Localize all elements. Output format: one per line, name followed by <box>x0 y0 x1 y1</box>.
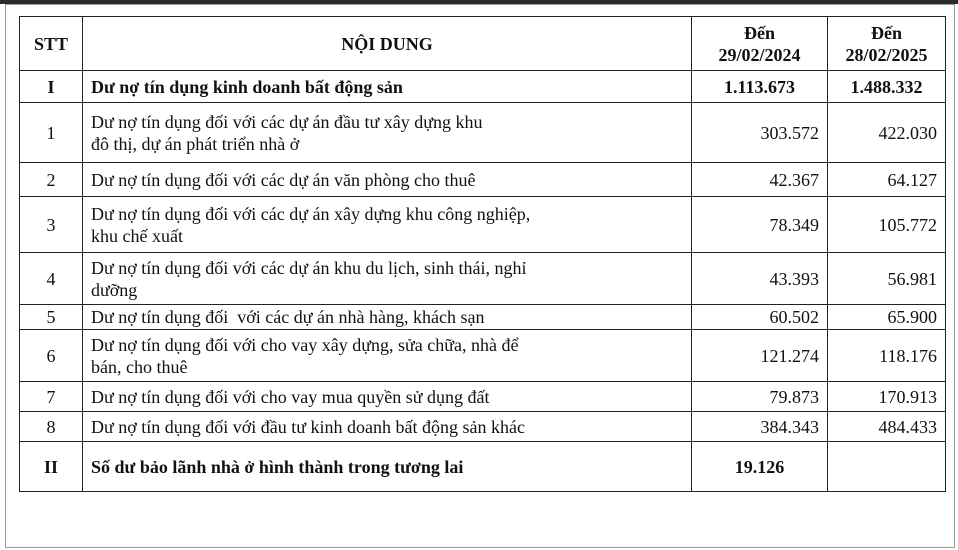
row-value-2024: 60.502 <box>692 305 828 330</box>
table-header-row <box>20 17 946 71</box>
row-stt: 2 <box>20 163 83 197</box>
row-content <box>83 253 692 305</box>
table-row <box>20 305 946 330</box>
header-date-2025-value: 28/02/2025 <box>845 44 928 65</box>
row-value-2024: 121.274 <box>692 330 828 382</box>
row-stt: 3 <box>20 197 83 253</box>
row-content-line: dưỡng <box>91 279 138 300</box>
row-content <box>83 330 692 382</box>
row-value-2024: 384.343 <box>692 412 828 442</box>
row-value-2025: 422.030 <box>828 103 946 163</box>
section-ii-value-2024: 19.126 <box>692 442 828 492</box>
section-i-content: Dư nợ tín dụng kinh doanh bất động sản <box>83 71 692 103</box>
header-date-2024 <box>692 17 828 71</box>
section-ii-value-2025 <box>828 442 946 492</box>
row-stt: 1 <box>20 103 83 163</box>
row-content: Dư nợ tín dụng đối với các dự án nhà hàng, khách sạn <box>83 305 692 330</box>
row-content-line: bán, cho thuê <box>91 356 188 377</box>
row-value-2025: 56.981 <box>828 253 946 305</box>
row-content <box>83 103 692 163</box>
header-stt: STT <box>20 17 83 71</box>
table-row <box>20 382 946 412</box>
section-row-ii <box>20 442 946 492</box>
header-date-2024-value: 29/02/2024 <box>718 44 801 65</box>
row-content: Dư nợ tín dụng đối với các dự án văn phòng cho thuê <box>83 163 692 197</box>
header-date-2025 <box>828 17 946 71</box>
row-value-2025: 118.176 <box>828 330 946 382</box>
section-row-i <box>20 71 946 103</box>
row-value-2025: 170.913 <box>828 382 946 412</box>
row-content: Dư nợ tín dụng đối với cho vay mua quyền sử dụng đất <box>83 382 692 412</box>
row-value-2024: 42.367 <box>692 163 828 197</box>
table-row <box>20 412 946 442</box>
row-value-2025: 65.900 <box>828 305 946 330</box>
section-i-value-2024: 1.113.673 <box>692 71 828 103</box>
table-row <box>20 197 946 253</box>
section-ii-content: Số dư bảo lãnh nhà ở hình thành trong tương lai <box>83 442 692 492</box>
real-estate-credit-table <box>19 16 946 492</box>
row-content-line: Dư nợ tín dụng đối với các dự án xây dựng khu công nghiệp, <box>91 203 531 224</box>
header-content: NỘI DUNG <box>83 17 692 71</box>
row-content: Dư nợ tín dụng đối với đầu tư kinh doanh bất động sản khác <box>83 412 692 442</box>
header-date-2025-prefix: Đến <box>871 22 902 43</box>
row-content-line: Dư nợ tín dụng đối với cho vay xây dựng, sửa chữa, nhà để <box>91 334 519 355</box>
table-row <box>20 103 946 163</box>
row-stt: 7 <box>20 382 83 412</box>
row-content-line: đô thị, dự án phát triển nhà ở <box>91 133 300 154</box>
table-row <box>20 253 946 305</box>
row-stt: 8 <box>20 412 83 442</box>
header-date-2024-prefix: Đến <box>744 22 775 43</box>
row-value-2025: 64.127 <box>828 163 946 197</box>
row-content <box>83 197 692 253</box>
section-i-stt: I <box>20 71 83 103</box>
row-content-line: Dư nợ tín dụng đối với các dự án khu du lịch, sinh thái, nghỉ <box>91 257 527 278</box>
row-stt: 5 <box>20 305 83 330</box>
row-value-2024: 79.873 <box>692 382 828 412</box>
table-row <box>20 163 946 197</box>
row-content-line: khu chế xuất <box>91 225 183 246</box>
row-content-line: Dư nợ tín dụng đối với các dự án đầu tư xây dựng khu <box>91 111 483 132</box>
row-value-2024: 43.393 <box>692 253 828 305</box>
section-ii-stt: II <box>20 442 83 492</box>
row-value-2024: 303.572 <box>692 103 828 163</box>
row-value-2025: 105.772 <box>828 197 946 253</box>
section-i-value-2025: 1.488.332 <box>828 71 946 103</box>
row-value-2024: 78.349 <box>692 197 828 253</box>
row-stt: 6 <box>20 330 83 382</box>
table-row <box>20 330 946 382</box>
row-stt: 4 <box>20 253 83 305</box>
row-value-2025: 484.433 <box>828 412 946 442</box>
